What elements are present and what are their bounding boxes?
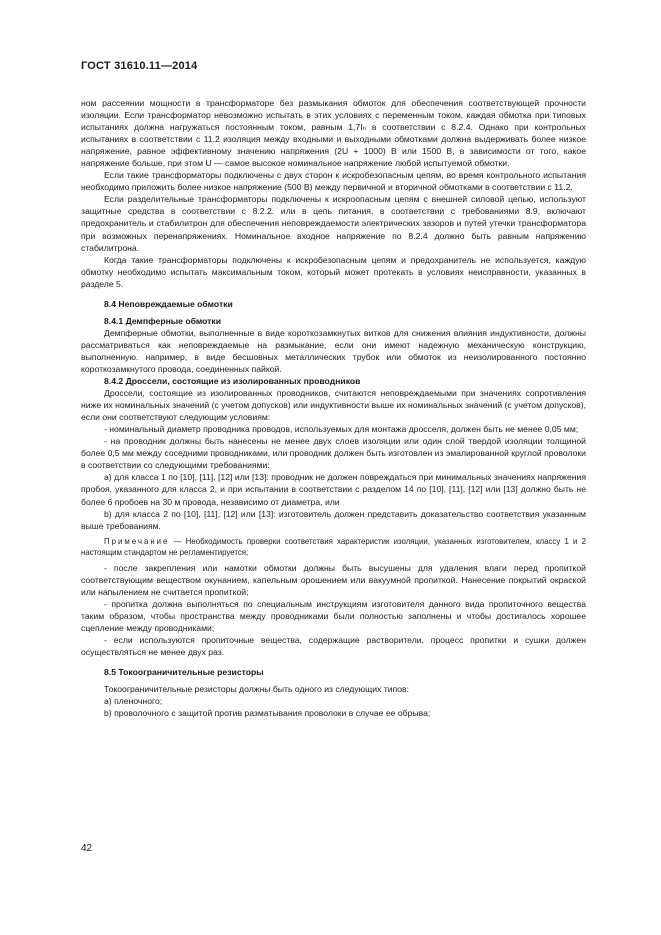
page-body xyxy=(81,97,586,719)
paragraph: Токоограничительные резисторы должны быть одного из следующих типов: xyxy=(104,684,409,695)
list-item: b) проволочного с защитой против разматывания проволоки в случае ее обрыва; xyxy=(104,708,431,719)
list-item: - номинальный диаметр проводника проводов, используемых для монтажа дросселя, должен быть не менее 0,05 мм; xyxy=(104,424,579,435)
list-item: - на проводник должны быть нанесены не менее двух слоев изоляции или один слой твердой изоляции толщиной более 0,5 мм между соседними проводниками, или проводник должен быть изготовлен из эмалированной круглой проволоки в соответствии со следующими требованиями: xyxy=(81,436,586,471)
paragraph: Демпферные обмотки, выполненные в виде короткозамкнутых витков для снижения влияния индуктивности, должны рассматриваться как неповреждаемые на размыкание, если они имеют надежную механическую конструкцию, выполненную. например, в виде бесшовных металлических трубок или обмоток из неизолированного постоянно короткозамкнутого провода, соединенных пайкой. xyxy=(81,327,586,374)
section-heading-8-5: 8.5 Токоограничительные резисторы xyxy=(104,667,264,678)
paragraph: Если разделительные трансформаторы подключены к искроопасным цепям с внешней силовой цепью, используют защитные средства в соответствии с 8.2.2. или в цепь питания, в соответствии с требованиями 8.9, включают предохранитель и стабилитрон для обеспечения неповреждаемости электрических зазоров и путей утечки трансформатора при возможных перенапряжениях. Номинальное входное напряжение по 8.2.4 должно быть равным напряжению стабилитрона. xyxy=(81,194,586,253)
list-item: - если используются пропиточные вещества, содержащие растворители, процесс пропитки и сушки должен осуществляться не менее двух раз. xyxy=(81,634,586,657)
list-item: а) пленочного; xyxy=(104,696,163,707)
section-heading-8-4: 8.4 Неповреждаемые обмотки xyxy=(104,298,233,309)
note-label: Примечание xyxy=(104,536,170,546)
section-heading-8-4-1: 8.4.1 Демпферные обмотки xyxy=(104,315,222,326)
document-header: ГОСТ 31610.11—2014 xyxy=(81,60,198,72)
page-number: 42 xyxy=(81,843,93,854)
list-item: - пропитка должна выполняться по специальным инструкциям изготовителя данного вида пропиточного вещества таким образом, чтобы пространства между проводниками были полностью заполнены и чтобы достигалось хорошее сцепление между проводниками; xyxy=(81,598,586,633)
paragraph: ном рассеянии мощности в трансформаторе без размыкания обмоток для обеспечения соответствующей прочности изоляции. Если трансформатор невозможно испытать в этих условиях с переменным током, каждая обмотка при типовых испытаниях должна нагружаться постоянным током, равным 1,7Iₙ в соответствии с 8.2.4. Однако при контрольных испытаниях в соответствии с 11.2 изоляция между входными и выходными обмотками должна выдерживать более низкое напряжение, равное эффективному значению напряжения (2U + 1000) В или 1500 В, в зависимости от того, какое напряжение больше, при этом U — самое высокое номинальное напряжение любой испытуемой обмотки. xyxy=(81,98,586,169)
paragraph: Если такие трансформаторы подключены с двух сторон к искробезопасным цепям, во время контрольного испытания необходимо приложить более низкое напряжение (500 В) между первичной и вторичной обмотками в соответствии с 11.2. xyxy=(81,170,586,193)
list-item: а) для класса 1 по [10], [11], [12] или [13]: проводник не должен повреждаться при минимальных значениях напряжения пробоя, указанного для класса 2, и при испытании в соответствии с разделом 14 по [10], [11], [12] или [13] должно быть не более 6 пробоев на 30 м провода, независимо от диаметра, или xyxy=(81,472,586,507)
list-item: - после закрепления или намотки обмотки должны быть высушены для удаления влаги перед пропиткой соответствующим веществом окунанием, капельным орошением или вакуумной пропиткой. Нанесение покрытий окраской или напылением не считается пропиткой; xyxy=(81,562,586,597)
paragraph: Дроссели, состоящие из изолированных проводников, считаются неповреждаемыми при значениях сопротивления ниже их номинальных значений (с учетом допусков) или индуктивности выше их номинальных значений (с учетом допусков), если они соответствуют следующим условиям: xyxy=(81,388,586,423)
list-item: b) для класса 2 по [10], [11], [12] или [13]: изготовитель должен представить доказательство соответствия указанным выше требованиям. xyxy=(81,508,586,531)
note xyxy=(81,536,586,558)
section-heading-8-4-2: 8.4.2 Дроссели, состоящие из изолированных проводников xyxy=(104,376,361,387)
note-text: — Необходимость проверки соответствия характеристик изоляции, указанных изготовителем, классу 1 и 2 настоящим стандартом не регламентируется; xyxy=(81,536,586,557)
paragraph: Когда такие трансформаторы подключены к искробезопасным цепям и предохранитель не используется, каждую обмотку необходимо испытать максимальным током, который может протекать в условиях неисправности, указанных в разделе 5. xyxy=(81,254,586,289)
